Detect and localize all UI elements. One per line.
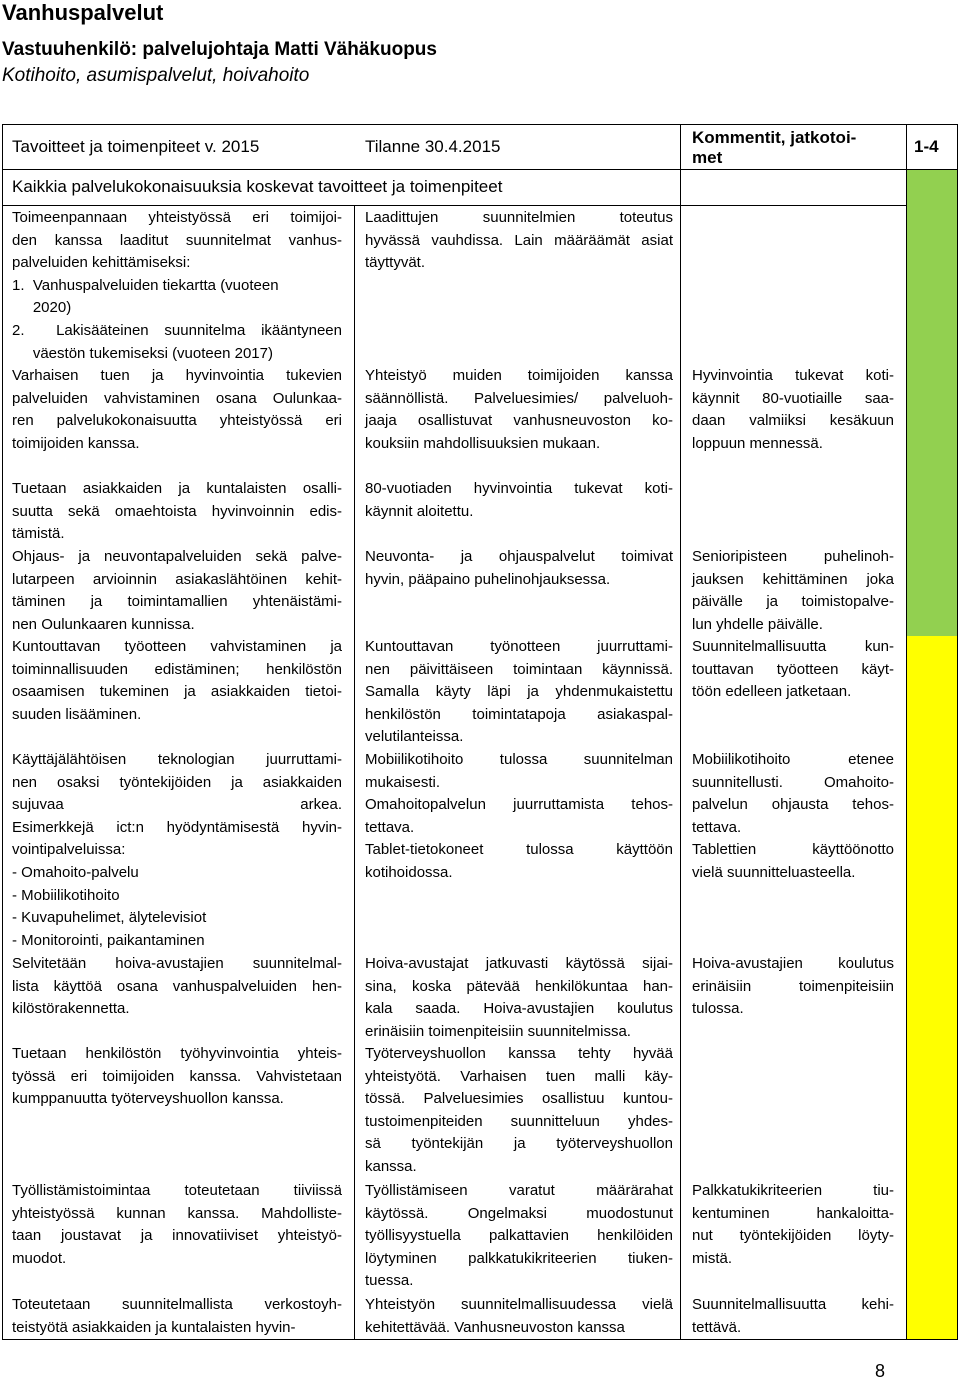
status-line: yhteistyötä. Varhaisen tuen malli käy- [365, 1067, 673, 1085]
goal-line: suuden lisääminen. [12, 705, 142, 723]
header-comments-line2: met [692, 148, 723, 167]
comment-line: daan valmiiksi kesäkuun [692, 412, 894, 430]
goal-line: nen osaksi työntekijöiden ja asiakkaiden [12, 773, 342, 791]
goal-line: Esimerkkejä ict:n hyödyntämisestä hyvin- [12, 818, 342, 836]
comment-line: Tablettien käyttöönotto [692, 841, 894, 859]
table-subheader: Kaikkia palvelukokonaisuuksia koskevat tavoitteet ja toimenpiteet [12, 177, 503, 196]
comment-line: suunnitellusti. Omahoito- [692, 773, 894, 791]
subheader-divider [2, 205, 958, 206]
goal-line: osaamisen tukeminen ja asiakkaiden tietoi- [12, 683, 342, 701]
goal-line: - Monitorointi, paikantaminen [12, 931, 205, 949]
status-line: Työterveyshuollon kanssa tehty hyvää [365, 1045, 673, 1062]
comment-line: Suunnitelmallisuutta kehi- [692, 1296, 894, 1313]
status-cell-row-5 [365, 749, 673, 885]
goal-line: - Mobiilikotihoito [12, 886, 120, 904]
goal-line: Toteutetaan suunnitelmallista verkostoyh- [12, 1296, 342, 1313]
status-line: mukaisesti. [365, 773, 441, 791]
page-number: 8 [875, 1361, 886, 1381]
goal-line: - Omahoito-palvelu [12, 863, 139, 881]
status-line: Kuntouttavan työnotteen juurruttami- [365, 638, 673, 655]
comment-line: Palkkatukikriteerien tiu- [692, 1182, 894, 1199]
goal-cell-row-7 [12, 1043, 342, 1111]
comment-line: nut työntekijöiden löyty- [692, 1227, 894, 1245]
status-line: kotihoidossa. [365, 863, 453, 881]
comment-line: tettava. [692, 818, 742, 836]
status-line: kanssa. [365, 1157, 417, 1175]
status-line: sina, koska pätevää henkilökuntaa han- [365, 977, 673, 995]
status-cell-row-6 [365, 953, 673, 1043]
goal-line: Varhaisen tuen ja hyvinvointia tukevien [12, 367, 342, 384]
status-line: Hoiva-avustajat jatkuvasti käytössä sijai- [365, 955, 673, 972]
comment-cell-row-5 [692, 749, 894, 885]
goal-line: - Kuvapuhelimet, älytelevisiot [12, 909, 207, 927]
table-top-border [2, 124, 958, 125]
status-line: hyvin, pääpaino puhelinohjauksessa. [365, 570, 611, 588]
header-rating: 1-4 [914, 137, 939, 156]
header-goals: Tavoitteet ja toimenpiteet v. 2015 [12, 137, 260, 156]
status-line: 80-vuotiaden hyvinvointia tukevat koti- [365, 479, 673, 497]
comment-line: tettävä. [692, 1318, 742, 1336]
status-line: Työllistämiseen varatut määrärahat [365, 1182, 673, 1199]
col-divider-goal-status [354, 205, 355, 1340]
rating-color-row-1 [907, 170, 957, 375]
comment-line: töön edelleen jatketaan. [692, 683, 852, 701]
rating-color-row-5 [907, 751, 957, 955]
status-line: kehitettävää. Vanhusneuvoston kanssa [365, 1318, 625, 1336]
status-line: täyttyvät. [365, 254, 426, 272]
goal-line: yhteistyössä kunnan kanssa. Mahdolliste- [12, 1204, 342, 1222]
status-cell-row-9 [365, 1294, 673, 1339]
status-line: Yhteistyö muiden toimijoiden kanssa [365, 367, 673, 384]
comment-line: palvelun ohjausta tehos- [692, 796, 894, 814]
header-divider [2, 169, 958, 170]
goal-line: tämistä. [12, 525, 65, 543]
status-line: nen päivittäiseen toimintaan käynnissä. [365, 660, 673, 678]
status-line: sä työntekijän ja työterveyshuollon [365, 1135, 673, 1153]
rating-color-row-3 [907, 548, 957, 636]
goal-line: palveluiden vahvistaminen osana Oulunkaa- [12, 389, 342, 407]
status-line: tustoimenpiteiden suunnitteluun yhdes- [365, 1112, 673, 1130]
status-line: käynnit aloitettu. [365, 502, 474, 520]
status-line: Yhteistyön suunnitelmallisuudessa vielä [365, 1296, 673, 1313]
goal-line: toimijoiden kanssa. [12, 434, 140, 452]
status-line: tettava. [365, 818, 415, 836]
comment-line: tulossa. [692, 1000, 744, 1018]
goal-cell-row-4 [12, 636, 342, 726]
status-line: säännöllistä. Palveluesimies/ palveluoh- [365, 389, 673, 407]
status-line: jaaja osallistuvat vanhusneuvoston ko- [365, 412, 673, 430]
goal-line: taan joustavat ja innovatiiviset yhteistyö- [12, 1227, 342, 1245]
status-cell-row-8 [365, 1180, 673, 1293]
goal-line: suutta sekä omaehtoista hyvinvoinnin edis- [12, 502, 342, 520]
rating-color-row-4 [907, 636, 957, 751]
rating-color-row-9 [907, 1295, 957, 1339]
comment-line: jauksen kehittäminen joka [692, 570, 894, 588]
goal-line: palveluiden kehittämiseksi: [12, 254, 191, 272]
goal-line: 2020) [12, 299, 72, 317]
status-line: tössä. Palveluesimies osallistuu kuntou- [365, 1090, 673, 1108]
goal-line: Selvitetään hoiva-avustajien suunnitelmal- [12, 955, 342, 972]
goal-line: ren palvelukokonaisuutta yhteistyössä eri [12, 412, 342, 430]
goal-line: teistyötä asiakkaiden ja kuntalaisten hyvin- [12, 1318, 296, 1336]
services-subtitle: Kotihoito, asumispalvelut, hoivahoito [2, 65, 310, 86]
goal-cell-row-2 [12, 365, 342, 546]
status-cell-row-4 [365, 636, 673, 749]
status-line: työllisyystuella palkattavien henkilöiden [365, 1227, 673, 1245]
header-status: Tilanne 30.4.2015 [365, 137, 501, 156]
status-line: tuessa. [365, 1272, 414, 1290]
rating-color-row-7 [907, 1043, 957, 1182]
status-cell-row-2 [365, 365, 673, 523]
comment-line: Hoiva-avustajien koulutus [692, 955, 894, 972]
status-line: käytössä. Ongelmaksi muodostunut [365, 1204, 673, 1222]
comment-line: Mobiilikotihoito etenee [692, 751, 894, 768]
goal-line: väestön tukemiseksi (vuoteen 2017) [12, 344, 273, 362]
goal-cell-row-1 [12, 207, 342, 365]
comment-cell-row-4 [692, 636, 894, 704]
comment-line: Senioripisteen puhelinoh- [692, 548, 894, 565]
status-line: Samalla käyty läpi ja yhdenmukaistettu [365, 683, 673, 701]
comment-line: päivälle ja toimistopalve- [692, 593, 894, 611]
comment-line: Hyvinvointia tukevat koti- [692, 367, 894, 384]
comment-line: erinäisiin toimenpiteisiin [692, 977, 894, 995]
header-comments-line1: Kommentit, jatkotoi- [692, 128, 857, 147]
goal-line: kumppanuutta työterveyshuollon kanssa. [12, 1090, 284, 1108]
status-line: velutilanteissa. [365, 728, 464, 746]
page-title: Vanhuspalvelut [2, 0, 164, 25]
comment-cell-row-3 [692, 546, 894, 636]
goal-line: 1. Vanhuspalveluiden tiekartta (vuoteen [12, 276, 279, 294]
status-line: Mobiilikotihoito tulossa suunnitelman [365, 751, 673, 768]
table-right-border [957, 124, 958, 1340]
responsible-person: Vastuuhenkilö: palvelujohtaja Matti Vähäkuopus [2, 39, 437, 60]
status-line: Neuvonta- ja ohjauspalvelut toimivat [365, 548, 673, 565]
comment-line: käynnit 80-vuotiaille saa- [692, 389, 894, 407]
goal-line: lutarpeen arvioinnin asiakaslähtöinen kehit- [12, 570, 342, 588]
comment-line: mistä. [692, 1249, 733, 1267]
goal-line: muodot. [12, 1249, 67, 1267]
goal-cell-row-3 [12, 546, 342, 636]
rating-color-row-6 [907, 955, 957, 1043]
status-line: hyvässä vauhdissa. Lain määräämät asiat [365, 231, 673, 249]
status-cell-row-3 [365, 546, 673, 591]
goal-line: Ohjaus- ja neuvontapalveluiden sekä palve- [12, 548, 342, 565]
goal-line: lista käyttöä osana vanhuspalveluiden hen- [12, 977, 342, 995]
goal-line: nen Oulunkaaren kunnissa. [12, 615, 195, 633]
goal-line: Toimeenpannaan yhteistyössä eri toimijoi- [12, 209, 342, 226]
status-line: erinäisiin toimenpiteisiin suunnitelmissa. [365, 1022, 631, 1040]
goal-line: täminen ja toimintamallien yhtenäistämi- [12, 593, 342, 611]
comment-line: loppuun mennessä. [692, 434, 823, 452]
comment-line: touttavan työotteen käyt- [692, 660, 894, 678]
status-line: henkilöstön toimintatapoja asiakaspal- [365, 705, 673, 723]
col-divider-status-comment [680, 124, 681, 1340]
comment-cell-row-9 [692, 1294, 894, 1339]
status-line: Omahoitopalvelun juurruttamista tehos- [365, 796, 673, 814]
goal-line: kilöstörakennetta. [12, 1000, 130, 1018]
goal-line: den kanssa laaditut suunnitelmat vanhus- [12, 231, 342, 249]
goal-cell-row-8 [12, 1180, 342, 1270]
goal-line: Kuntouttavan työotteen vahvistaminen ja [12, 638, 342, 655]
goal-line: sujuvaa arkea. [12, 796, 342, 814]
goal-line: Työllistämistoimintaa toteutetaan tiiviissä [12, 1182, 342, 1199]
comment-line: lun yhdelle päivälle. [692, 615, 823, 633]
table-left-border [2, 124, 3, 1340]
goal-cell-row-5 [12, 749, 342, 952]
comment-line: Suunnitelmallisuutta kun- [692, 638, 894, 655]
goal-line: vointipalveluissa: [12, 841, 126, 859]
comment-cell-row-2 [692, 365, 894, 455]
comment-line: kentuminen hankaloitta- [692, 1204, 894, 1222]
status-cell-row-1 [365, 207, 673, 275]
rating-color-row-2 [907, 375, 957, 548]
comment-line: vielä suunnitteluasteella. [692, 863, 856, 881]
goal-line: toiminnallisuuden edistäminen; henkilöstön [12, 660, 342, 678]
goal-cell-row-9 [12, 1294, 342, 1339]
status-line: kala saada. Hoiva-avustajien koulutus [365, 1000, 673, 1018]
status-line: Laadittujen suunnitelmien toteutus [365, 209, 673, 226]
comment-cell-row-8 [692, 1180, 894, 1270]
status-line: kouksiin mahdollisuuksien mukaan. [365, 434, 601, 452]
goal-line: Tuetaan asiakkaiden ja kuntalaisten osalli- [12, 479, 342, 497]
status-cell-row-7 [365, 1043, 673, 1179]
status-line: Tablet-tietokoneet tulossa käyttöön [365, 841, 673, 859]
goal-line: Tuetaan henkilöstön työhyvinvointia yhteis- [12, 1045, 342, 1062]
status-line: löytyminen palkkatukikriteerien tiuken- [365, 1249, 673, 1267]
rating-color-row-8 [907, 1182, 957, 1295]
goal-line: työssä eri toimijoiden kanssa. Vahvistetaan [12, 1067, 342, 1085]
goal-line: 2. Lakisääteinen suunnitelma ikääntyneen [12, 321, 342, 339]
comment-cell-row-6 [692, 953, 894, 1021]
status-line [365, 455, 673, 478]
goal-line [12, 455, 342, 478]
goal-line: Käyttäjälähtöisen teknologian juurruttami- [12, 751, 342, 768]
goal-cell-row-6 [12, 953, 342, 1021]
